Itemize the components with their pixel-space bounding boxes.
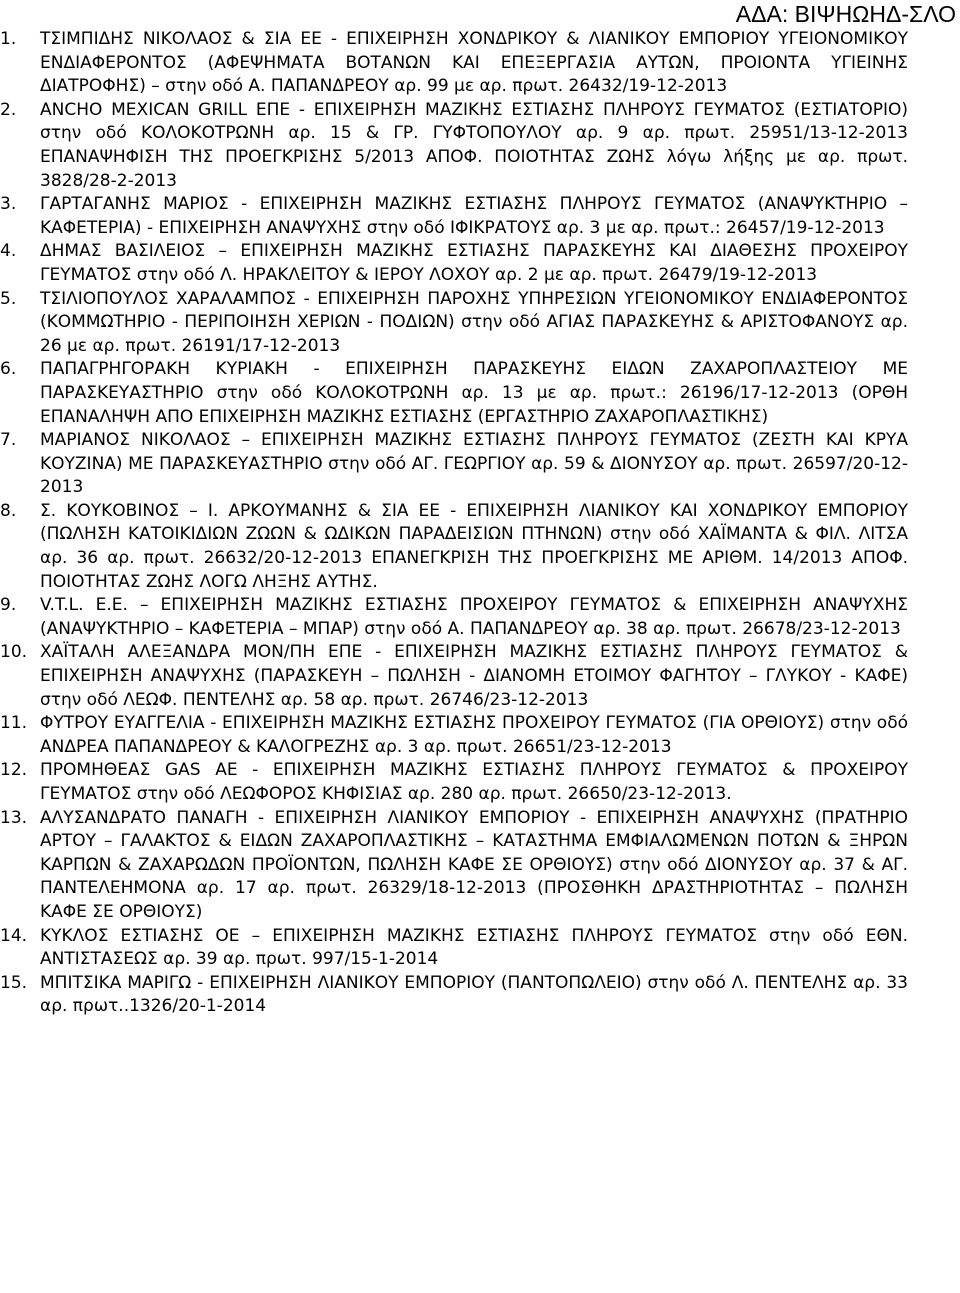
item-text: ΠΡΟΜΗΘΕΑΣ GAS ΑΕ - ΕΠΙΧΕΙΡΗΣΗ ΜΑΖΙΚΗΣ ΕΣΤΙΑΣΗΣ ΠΛΗΡΟΥΣ ΓΕΥΜΑΤΟΣ & ΠΡΟΧΕΙΡΟΥ ΓΕΥΜΑΤΟΣ στην οδό ΛΕΩΦΟΡΟΣ ΚΗΦΙΣΙΑΣ αρ. 280 αρ. πρωτ. 26650/23-12-2013. xyxy=(40,760,908,804)
item-text: Σ. ΚΟΥΚΟΒΙΝΟΣ – Ι. ΑΡΚΟΥΜΑΝΗΣ & ΣΙΑ ΕΕ - ΕΠΙΧΕΙΡΗΣΗ ΛΙΑΝΙΚΟΥ ΚΑΙ ΧΟΝΔΡΙΚΟΥ ΕΜΠΟΡΙΟΥ (ΠΩΛΗΣΗ ΚΑΤΟΙΚΙΔΙΩΝ ΖΩΩΝ & ΩΔΙΚΩΝ ΠΑΡΑΔΕΙΣΙΩΝ ΠΤΗΝΩΝ) στην οδό ΧΑΪΜΑΝΤΑ & ΦΙΛ. ΛΙΤΣΑ αρ. 36 αρ. πρωτ. 26632/20-12-2013 ΕΠΑΝΕΓΚΡΙΣΗ ΤΗΣ ΠΡΟΕΓΚΡΙΣΗΣ ΜΕ ΑΡΙΘΜ. 14/2013 ΑΠΟΦ. ΠΟΙΟΤΗΤΑΣ ΖΩΗΣ ΛΟΓΩ ΛΗΞΗΣ ΑΥΤΗΣ. xyxy=(40,500,908,592)
list-item xyxy=(0,925,960,972)
item-number: 4. xyxy=(0,241,17,262)
ada-code: ΑΔΑ: ΒΙΨΗΩΗΔ-ΣΛΟ xyxy=(735,1,956,27)
item-number: 5. xyxy=(0,288,17,309)
list-item xyxy=(0,99,960,193)
item-text: ΔΗΜΑΣ ΒΑΣΙΛΕΙΟΣ – ΕΠΙΧΕΙΡΗΣΗ ΜΑΖΙΚΗΣ ΕΣΤΙΑΣΗΣ ΠΑΡΑΣΚΕΥΗΣ ΚΑΙ ΔΙΑΘΕΣΗΣ ΠΡΟΧΕΙΡΟΥ ΓΕΥΜΑΤΟΣ στην οδό Λ. ΗΡΑΚΛΕΙΤΟΥ & ΙΕΡΟΥ ΛΟΧΟΥ αρ. 2 με αρ. πρωτ. 26479/19-12-2013 xyxy=(40,241,908,285)
item-number: 2. xyxy=(0,99,17,120)
list-item xyxy=(0,429,960,500)
item-text: ΤΣΙΛΙΟΠΟΥΛΟΣ ΧΑΡΑΛΑΜΠΟΣ - ΕΠΙΧΕΙΡΗΣΗ ΠΑΡΟΧΗΣ ΥΠΗΡΕΣΙΩΝ ΥΓΕΙΟΝΟΜΙΚΟΥ ΕΝΔΙΑΦΕΡΟΝΤΟΣ (ΚΟΜΜΩΤΗΡΙΟ - ΠΕΡΙΠΟΙΗΣΗ ΧΕΡΙΩΝ - ΠΟΔΙΩΝ) στην οδό ΑΓΙΑΣ ΠΑΡΑΣΚΕΥΗΣ & ΑΡΙΣΤΟΦΑΝΟΥΣ αρ. 26 με αρ. πρωτ. 26191/17-12-2013 xyxy=(40,288,908,356)
item-number: 10. xyxy=(0,642,28,663)
list-item xyxy=(0,641,960,712)
item-text: ΤΣΙΜΠΙΔΗΣ ΝΙΚΟΛΑΟΣ & ΣΙΑ ΕΕ - ΕΠΙΧΕΙΡΗΣΗ ΧΟΝΔΡΙΚΟΥ & ΛΙΑΝΙΚΟΥ ΕΜΠΟΡΙΟΥ ΥΓΕΙΟΝΟΜΙΚΟΥ ΕΝΔΙΑΦΕΡΟΝΤΟΣ (ΑΦΕΨΗΜΑΤΑ ΒΟΤΑΝΩΝ ΚΑΙ ΕΠΕΞΕΡΓΑΣΙΑ ΑΥΤΩΝ, ΠΡΟΙΟΝΤΑ ΥΓΙΕΙΝΗΣ ΔΙΑΤΡΟΦΗΣ) – στην οδό Α. ΠΑΠΑΝΔΡΕΟΥ αρ. 99 με αρ. πρωτ. 26432/19-12-2013 xyxy=(40,29,908,97)
item-text: ΠΑΠΑΓΡΗΓΟΡΑΚΗ ΚΥΡΙΑΚΗ - ΕΠΙΧΕΙΡΗΣΗ ΠΑΡΑΣΚΕΥΗΣ ΕΙΔΩΝ ΖΑΧΑΡΟΠΛΑΣΤΕΙΟΥ ΜΕ ΠΑΡΑΣΚΕΥΑΣΤΗΡΙΟ στην οδό ΚΟΛΟΚΟΤΡΩΝΗ αρ. 13 με αρ. πρωτ.: 26196/17-12-2013 (ΟΡΘΗ ΕΠΑΝΑΛΗΨΗ ΑΠΟ ΕΠΙΧΕΙΡΗΣΗ ΜΑΖΙΚΗΣ ΕΣΤΙΑΣΗΣ (ΕΡΓΑΣΤΗΡΙΟ ΖΑΧΑΡΟΠΛΑΣΤΙΚΗΣ) xyxy=(40,359,908,427)
item-text: ΜΠΙΤΣΙΚΑ ΜΑΡΙΓΩ - ΕΠΙΧΕΙΡΗΣΗ ΛΙΑΝΙΚΟΥ ΕΜΠΟΡΙΟΥ (ΠΑΝΤΟΠΩΛΕΙΟ) στην οδό Λ. ΠΕΝΤΕΛΗΣ αρ. 33 αρ. πρωτ..1326/20-1-2014 xyxy=(40,972,908,1017)
item-text: ANCHO MEXICAN GRILL ΕΠΕ - ΕΠΙΧΕΙΡΗΣΗ ΜΑΖΙΚΗΣ ΕΣΤΙΑΣΗΣ ΠΛΗΡΟΥΣ ΓΕΥΜΑΤΟΣ (ΕΣΤΙΑΤΟΡΙΟ) στην οδό ΚΟΛΟΚΟΤΡΩΝΗ αρ. 15 & ΓΡ. ΓΥΦΤΟΠΟΥΛΟΥ αρ. 9 αρ. πρωτ. 25951/13-12-2013 ΕΠΑΝΑΨΗΦΙΣΗ ΤΗΣ ΠΡΟΕΓΚΡΙΣΗΣ 5/2013 ΑΠΟΦ. ΠΟΙΟΤΗΤΑΣ ΖΩΗΣ λόγω λήξης με αρ. πρωτ. 3828/28-2-2013 xyxy=(40,99,908,191)
item-text: ΦΥΤΡΟΥ ΕΥΑΓΓΕΛΙΑ - ΕΠΙΧΕΙΡΗΣΗ ΜΑΖΙΚΗΣ ΕΣΤΙΑΣΗΣ ΠΡΟΧΕΙΡΟΥ ΓΕΥΜΑΤΟΣ (ΓΙΑ ΟΡΘΙΟΥΣ) στην οδό ΑΝΔΡΕΑ ΠΑΠΑΝΔΡΕΟΥ & ΚΑΛΟΓΡΕΖΗΣ αρ. 3 αρ. πρωτ. 26651/23-12-2013 xyxy=(40,713,908,757)
item-number: 8. xyxy=(0,500,17,521)
item-number: 13. xyxy=(0,807,28,828)
item-number: 6. xyxy=(0,359,17,380)
item-number: 12. xyxy=(0,760,28,781)
item-text: ΧΑΪΤΑΛΗ ΑΛΕΞΑΝΔΡΑ ΜΟΝ/ΠΗ ΕΠΕ - ΕΠΙΧΕΙΡΗΣΗ ΜΑΖΙΚΗΣ ΕΣΤΙΑΣΗΣ ΠΛΗΡΟΥΣ ΓΕΥΜΑΤΟΣ & ΕΠΙΧΕΙΡΗΣΗ ΑΝΑΨΥΧΗΣ (ΠΑΡΑΣΚΕΥΗ – ΠΩΛΗΣΗ - ΔΙΑΝΟΜΗ ΕΤΟΙΜΟΥ ΦΑΓΗΤΟΥ – ΓΛΥΚΟΥ - ΚΑΦΕ) στην οδό ΛΕΩΦ. ΠΕΝΤΕΛΗΣ αρ. 58 αρ. πρωτ. 26746/23-12-2013 xyxy=(40,642,908,710)
list-item xyxy=(0,807,960,925)
item-text: V.T.L. Ε.Ε. – ΕΠΙΧΕΙΡΗΣΗ ΜΑΖΙΚΗΣ ΕΣΤΙΑΣΗΣ ΠΡΟΧΕΙΡΟΥ ΓΕΥΜΑΤΟΣ & ΕΠΙΧΕΙΡΗΣΗ ΑΝΑΨΥΧΗΣ (ΑΝΑΨΥΚΤΗΡΙΟ – ΚΑΦΕΤΕΡΙΑ – ΜΠΑΡ) στην οδό Α. ΠΑΠΑΝΔΡΕΟΥ αρ. 38 αρ. πρωτ. 26678/23-12-2013 xyxy=(40,595,908,639)
item-number: 11. xyxy=(0,713,28,734)
list-item xyxy=(0,594,960,641)
decision-list xyxy=(0,28,960,1019)
item-text: ΜΑΡΙΑΝΟΣ ΝΙΚΟΛΑΟΣ – ΕΠΙΧΕΙΡΗΣΗ ΜΑΖΙΚΗΣ ΕΣΤΙΑΣΗΣ ΠΛΗΡΟΥΣ ΓΕΥΜΑΤΟΣ (ΖΕΣΤΗ ΚΑΙ ΚΡΥΑ ΚΟΥΖΙΝΑ) ΜΕ ΠΑΡΑΣΚΕΥΑΣΤΗΡΙΟ στην οδό ΑΓ. ΓΕΩΡΓΙΟΥ αρ. 59 & ΔΙΟΝΥΣΟΥ αρ. πρωτ. 26597/20-12-2013 xyxy=(40,430,908,498)
item-text: ΚΥΚΛΟΣ ΕΣΤΙΑΣΗΣ ΟΕ – ΕΠΙΧΕΙΡΗΣΗ ΜΑΖΙΚΗΣ ΕΣΤΙΑΣΗΣ ΠΛΗΡΟΥΣ ΓΕΥΜΑΤΟΣ στην οδό ΕΘΝ. ΑΝΤΙΣΤΑΣΕΩΣ αρ. 39 αρ. πρωτ. 997/15-1-2014 xyxy=(40,925,908,970)
item-number: 7. xyxy=(0,430,17,451)
list-item xyxy=(0,759,960,806)
list-item xyxy=(0,972,960,1019)
item-text: ΓΑΡΤΑΓΑΝΗΣ ΜΑΡΙΟΣ - ΕΠΙΧΕΙΡΗΣΗ ΜΑΖΙΚΗΣ ΕΣΤΙΑΣΗΣ ΠΛΗΡΟΥΣ ΓΕΥΜΑΤΟΣ (ΑΝΑΨΥΚΤΗΡΙΟ – ΚΑΦΕΤΕΡΙΑ) - ΕΠΙΧΕΙΡΗΣΗ ΑΝΑΨΥΧΗΣ στην οδό ΙΦΙΚΡΑΤΟΥΣ αρ. 3 με αρ. πρωτ.: 26457/19-12-2013 xyxy=(40,194,908,238)
item-number: 9. xyxy=(0,595,17,616)
list-item xyxy=(0,28,960,99)
item-text: ΑΛΥΣΑΝΔΡΑΤΟ ΠΑΝΑΓΗ - ΕΠΙΧΕΙΡΗΣΗ ΛΙΑΝΙΚΟΥ ΕΜΠΟΡΙΟΥ - ΕΠΙΧΕΙΡΗΣΗ ΑΝΑΨΥΧΗΣ (ΠΡΑΤΗΡΙΟ ΑΡΤΟΥ – ΓΑΛΑΚΤΟΣ & ΕΙΔΩΝ ΖΑΧΑΡΟΠΛΑΣΤΙΚΗΣ – ΚΑΤΑΣΤΗΜΑ ΕΜΦΙΑΛΩΜΕΝΩΝ ΠΟΤΩΝ & ΞΗΡΩΝ ΚΑΡΠΩΝ & ΖΑΧΑΡΩΔΩΝ ΠΡΟΪΟΝΤΩΝ, ΠΩΛΗΣΗ ΚΑΦΕ ΣΕ ΟΡΘΙΟΥΣ) στην οδό ΔΙΟΝΥΣΟΥ αρ. 37 & ΑΓ. ΠΑΝΤΕΛΕΗΜΟΝΑ αρ. 17 αρ. πρωτ. 26329/18-12-2013 (ΠΡΟΣΘΗΚΗ ΔΡΑΣΤΗΡΙΟΤΗΤΑΣ – ΠΩΛΗΣΗ ΚΑΦΕ ΣΕ ΟΡΘΙΟΥΣ) xyxy=(40,807,908,922)
item-number: 14. xyxy=(0,925,28,946)
list-item xyxy=(0,712,960,759)
item-number: 3. xyxy=(0,194,17,215)
list-item xyxy=(0,500,960,594)
item-number: 1. xyxy=(0,29,17,49)
list-item xyxy=(0,193,960,240)
list-item xyxy=(0,288,960,359)
item-number: 15. xyxy=(0,972,28,993)
list-item xyxy=(0,240,960,287)
list-item xyxy=(0,358,960,429)
